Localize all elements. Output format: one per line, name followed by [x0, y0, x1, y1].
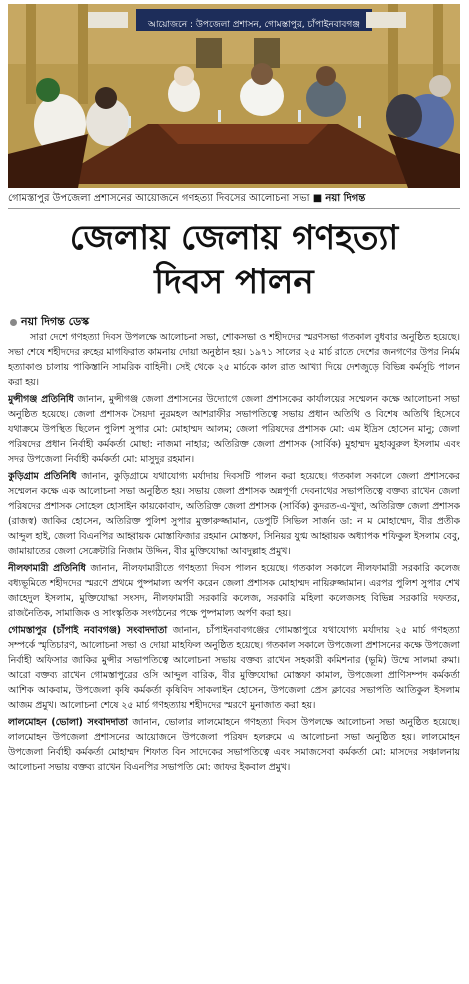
paragraph-text: জানান, কুড়িগ্রামে যথাযোগ্য মর্যাদায় দিবসটি পালন করা হয়েছে। গতকাল সকালে জেলা প্রশাসকের সম্মেলন কক্ষে এক আলোচনা সভা অনুষ্ঠিত হয়। সভায় জেলা প্রশাসক অন্নপূর্ণা দেবনাথের সভাপতিত্বে বক্তব্য রাখেন জেলা পরিষদের প্রশাসক সোহেল হোসাইন কায়কোবাদ, অতিরিক্ত জেলা প্রশাসক (সার্বিক) কুদরত-এ-খুদা, অতিরিক্ত জেলা প্রশাসক (রাজস্ব) জাকির হোসেন, অতিরিক্ত পুলিশ সুপার মুক্তারুজ্জামান, ডেপুটি সিভিল সার্জন ডা: ন ম মোহাম্মেদ, বীর প্রতীক আব্দুল হাই, জেলা বিএনপির আহ্বায়ক মোস্তাফিজার রহমান মোস্তফা, সিনিয়র যুগ্ম আহ্বায়ক অধ্যাপক শফিকুল ইসলাম বেবু, জামায়াতের জেলা সেক্রেটারি নিজাম উদ্দিন, বীর মুক্তিযোদ্ধা আবদুল্লাহ প্রমুখ।: [8, 471, 460, 557]
paragraph: [8, 392, 460, 467]
paragraph-text: জানান, চাঁপাইনবাবগঞ্জের গোমস্তাপুরে যথাযোগ্য মর্যাদায় ২৫ মার্চ গণহত্যা সম্পর্কে স্মৃতিচারণ, আলোচনা সভা ও দোয়া মাহফিল অনুষ্ঠিত হয়েছে। গতকাল সকালে উপজেলা প্রশাসনের কক্ষে উপজেলা নির্বাহী অফিসার জাকির মুন্সীর সভাপতিত্বে আলোচনা সভায় বক্তব্য রাখেন সহকারী কমিশনার (ভূমি) উম্মে সালমা রুমা। আরো বক্তব্য রাখেন গোমস্তাপুরের ওসি আব্দুল বারিক, বীর মুক্তিযোদ্ধা মোস্তফা কামাল, উপজেলা প্রাণিসম্পদ কর্মকর্তা আশিক আকবাম, উপজেলা কৃষি কর্মকর্তা কৃষিবিদ সাকলাইন হোসেন, উপজেলা প্রেস ক্লাবের সভাপতি আতিকুল ইসলাম আজম প্রমুখ। আলোচনা শেষে ২৫ মার্চ গণহত্যায় শহীদদের স্মরণে মুনাজাত করা হয়।: [8, 625, 460, 711]
photo-caption: [8, 191, 460, 209]
paragraph: [8, 715, 460, 775]
article-body: [8, 330, 460, 980]
caption-source: নয়া দিগন্ত: [325, 193, 366, 204]
meeting-photo: [8, 4, 460, 188]
paragraph-text: জানান, মুন্সীগঞ্জ জেলা প্রশাসনের উদ্যোগে জেলা প্রশাসকের কার্যালয়ের সম্মেলন কক্ষে আলোচনা সভা অনুষ্ঠিত হয়েছে। জেলা প্রশাসক সৈয়দা নুরমহল আশরাফীর সভাপতিত্বে সভায় প্রধান অতিথি ও বিশেষ অতিথি হিসেবে যথাক্রমে উপস্থিত ছিলেন পুলিশ সুপার মো: মোহাম্মদ আলম; জেলা পরিষদের প্রশাসক মো: এম ইদ্রিস হোসেন মানু; জেলা পরিষদের প্রধান নির্বাহী কর্মকর্তা মোছা: নাজমা নাহার; অতিরিক্ত জেলা প্রশাসক (সার্বিক) মুহাম্মদ মুহাব্বুরুল ইসলাম এবং সদর উপজেলা নির্বাহী কর্মকর্তা মো: মাসুদুর রহমান।: [8, 394, 460, 465]
headline-line-2: দিবস পালন: [154, 262, 314, 302]
photo-banner-text: আয়োজনে : উপজেলা প্রশাসন, গোমস্তাপুর, চাঁপাইনবাবগঞ্জ: [148, 20, 360, 30]
caption-separator-icon: ■: [312, 193, 326, 204]
paragraph-text: জানান, ভোলার লালমোহনে গণহত্যা দিবস উপলক্ষে আলোচনা সভা অনুষ্ঠিত হয়েছে। লালমোহন উপজেলা প্রশাসনের আয়োজনে উপজেলা পরিষদ হলরুমে এ আলোচনা সভা অনুষ্ঠিত হয়। লালমোহন উপজেলা নির্বাহী কর্মকর্তা মোহাম্মদ শিফাত বিন সাদেকের সভাপতিত্বে এবং সমাজসেবা কর্মকর্তা মো: মাসদের সঞ্চালনায় আলোচনা সভায় বক্তব্য রাখেন বিএনপির সভাপতি মো: জাফর ইকবাল প্রমুখ।: [8, 717, 460, 773]
paragraph-text: জানান, নীলফামারীতে গণহত্যা দিবস পালন হয়েছে। গতকাল সকালে নীলফামারী সরকারি কলেজ বধ্যভূমিতে শহীদদের স্মরণে প্রথমে পুষ্পমাল্য অর্পণ করেন জেলা প্রশাসক মোহাম্মদ নায়িরুজ্জামান। এরপর পুলিশ সুপার শেখ জাহেদুল ইসলাম, মুক্তিযোদ্ধা সংসদ, নীলফামারী সরকারি কলেজ, সরকারি মহিলা কলেজসহ বিভিন্ন সরকারি দফতর, রাজনৈতিক, সামাজিক ও সাংস্কৃতিক সংগঠনের পক্ষে পুষ্পমাল্য অর্পণ করা হয়।: [8, 563, 460, 619]
paragraph-lead: গোমস্তাপুর (চাঁপাই নবাবগঞ্জ) সংবাদদাতা: [8, 625, 168, 636]
paragraph: [8, 330, 460, 390]
paragraph: [8, 469, 460, 559]
paragraph-text: সারা দেশে গণহত্যা দিবস উপলক্ষে আলোচনা সভা, শোকসভা ও শহীদদের স্মরণসভা গতকাল বুধবার অনুষ্ঠিত হয়েছে। সভা শেষে শহীদদের রুহের মাগফিরাত কামনায় দোয়া অনুষ্ঠান হয়। ১৯৭১ সালের ২৫ মার্চ রাতে দেশের জনগণের উপর নির্মম হত্যাকাণ্ড চালায় পাকিস্তানি সামরিক বাহিনী। সেই থেকে ২৫ মার্চকে কাল রাত আখ্যা দিয়ে দেশজুড়ে বিভিন্ন কর্মসূচি পালন করা হয়।: [8, 332, 460, 388]
byline-text: নয়া দিগন্ত ডেস্ক: [21, 315, 90, 328]
headline-line-1: জেলায় জেলায় গণহত্যা: [69, 218, 399, 258]
paragraph-lead: কুড়িগ্রাম প্রতিনিধি: [8, 471, 77, 482]
paragraph-lead: মুন্সীগঞ্জ প্রতিনিধি: [8, 394, 74, 405]
paragraph-lead: নীলফামারী প্রতিনিধি: [8, 563, 86, 574]
caption-text: গোমস্তাপুর উপজেলা প্রশাসনের আয়োজনে গণহত্যা দিবসের আলোচনা সভা: [8, 193, 310, 204]
paragraph-lead: লালমোহন (ভোলা) সংবাদদাতা: [8, 717, 128, 728]
paragraph: [8, 623, 460, 713]
bullet-icon: [10, 319, 17, 326]
paragraph: [8, 561, 460, 621]
headline: [8, 216, 460, 304]
